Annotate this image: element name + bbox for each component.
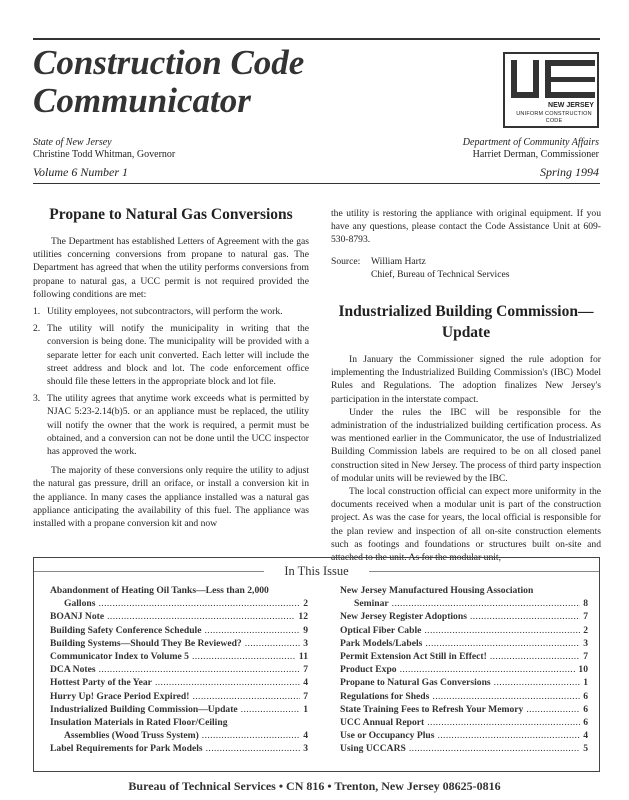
toc-entry-title: Propane to Natural Gas Conversions <box>340 677 491 689</box>
source-label: Source: <box>331 255 361 267</box>
toc-entry-title: Industrialized Building Commission—Update <box>50 703 238 715</box>
ibc-paragraph-3: The local construction official can expect more uniformity in the documents received when a modular unit is part of the construction project. As was the case for years, the local official is responsible for the plan review and inspection of all on-site construction elements such as footings and foundations or structures built on-site and attached to the unit. As for the modular unit, <box>331 486 601 564</box>
issue-season: Spring 1994 <box>539 165 599 179</box>
toc-entry-title: Hurry Up! Grace Period Expired! <box>50 690 190 702</box>
toc-entry[interactable] <box>50 663 308 676</box>
toc-dot-leader <box>437 729 580 742</box>
in-this-issue-title: In This Issue <box>284 564 349 578</box>
toc-entry-page: 6 <box>583 690 588 702</box>
propane-continued: the utility is restoring the appliance with original equipment. If you have any questions, please contact the Code Assistance Unit at 609-530-8793. <box>331 208 601 246</box>
toc-entry[interactable] <box>340 742 588 755</box>
toc-entry-page: 11 <box>298 651 308 663</box>
toc-entry[interactable] <box>50 597 308 610</box>
toc-dot-leader <box>470 610 580 623</box>
left-column <box>33 205 309 530</box>
toc-entry[interactable] <box>340 610 588 623</box>
title-line-1: Construction Code <box>33 43 305 82</box>
toc-dot-leader <box>490 650 580 663</box>
toc-dot-leader <box>202 729 300 742</box>
toc-entry-title: Product Expo <box>340 664 397 676</box>
conditions-list <box>33 305 309 458</box>
toc-entry-page: 8 <box>583 598 588 610</box>
toc-dot-leader <box>99 663 301 676</box>
toc-dot-leader <box>427 716 580 729</box>
toc-dot-leader <box>192 690 300 703</box>
condition-item: 2. The utility will notify the municipality in writing that the conversion is being done. The municipality will be provided with a separate letter for each unit converted. Each letter will include the street address and block and lot. The code enforcement office should file these letters in the appropriate block and lot file. <box>33 323 309 388</box>
toc-entry[interactable] <box>50 742 308 755</box>
toc-entry-title: Optical Fiber Cable <box>340 624 422 636</box>
toc-entry-page: 4 <box>303 730 308 742</box>
toc-entry[interactable] <box>340 729 588 742</box>
toc-entry-title: New Jersey Manufactured Housing Association <box>340 585 534 596</box>
toc-entry[interactable] <box>50 584 308 597</box>
department-label: Department of Community Affairs <box>462 137 599 148</box>
toc-entry-page: 9 <box>303 624 308 636</box>
toc-entry-title: Regulations for Sheds <box>340 690 430 702</box>
toc-entry-title: Park Models/Labels <box>340 637 423 649</box>
toc-entry-title: Label Requirements for Park Models <box>50 743 203 755</box>
toc-entry[interactable] <box>50 729 308 742</box>
toc-entry[interactable] <box>50 716 308 729</box>
toc-entry[interactable] <box>340 650 588 663</box>
toc-dot-leader <box>204 624 300 637</box>
logo-ucc-label: UNIFORM CONSTRUCTION CODE <box>516 111 592 124</box>
toc-dot-leader <box>400 663 576 676</box>
title-line-2: Communicator <box>33 81 251 120</box>
toc-entry-title: Abandonment of Heating Oil Tanks—Less than 2,000 <box>50 585 269 596</box>
toc-entry-page: 2 <box>303 598 308 610</box>
volume-number: Volume 6 Number 1 <box>33 165 128 179</box>
toc-entry[interactable] <box>340 690 588 703</box>
right-column <box>331 207 601 564</box>
toc-entry-title: New Jersey Register Adoptions <box>340 611 467 623</box>
toc-entry-title: Building Systems—Should They Be Reviewed? <box>50 637 242 649</box>
newsletter-title <box>33 44 433 120</box>
toc-left-list <box>50 584 308 756</box>
toc-entry-title: Using UCCARS <box>340 743 406 755</box>
toc-entry-title: Hottest Party of the Year <box>50 677 152 689</box>
toc-entry-page: 1 <box>583 677 588 689</box>
toc-entry-page: 7 <box>583 651 588 663</box>
toc-entry-page: 4 <box>583 730 588 742</box>
toc-entry-page: 6 <box>583 703 588 715</box>
toc-entry[interactable] <box>340 624 588 637</box>
toc-dot-leader <box>392 597 581 610</box>
toc-entry-page: 2 <box>583 624 588 636</box>
state-label: State of New Jersey <box>33 137 112 148</box>
article-heading-propane: Propane to Natural Gas Conversions <box>49 206 293 223</box>
toc-entry-title: DCA Notes <box>50 664 96 676</box>
toc-entry-title: Assemblies (Wood Truss System) <box>64 730 199 742</box>
toc-entry-page: 3 <box>583 637 588 649</box>
toc-right-list <box>340 584 588 756</box>
toc-entry-title: UCC Annual Report <box>340 717 425 729</box>
toc-entry[interactable] <box>50 624 308 637</box>
toc-entry-title: Building Safety Conference Schedule <box>50 624 202 636</box>
toc-dot-leader <box>409 742 580 755</box>
toc-entry-page: 10 <box>578 664 588 676</box>
toc-entry-page: 3 <box>303 743 308 755</box>
toc-entry[interactable] <box>340 584 588 597</box>
toc-entry-title: Permit Extension Act Still in Effect! <box>340 651 487 663</box>
toc-entry-page: 7 <box>303 690 308 702</box>
source-name: William Hartz <box>371 255 426 267</box>
toc-dot-leader <box>425 637 580 650</box>
masthead-rule <box>33 183 600 184</box>
toc-entry[interactable] <box>50 637 308 650</box>
toc-entry[interactable] <box>340 637 588 650</box>
toc-entry[interactable] <box>50 690 308 703</box>
toc-entry[interactable] <box>340 676 588 689</box>
toc-entry-page: 3 <box>303 637 308 649</box>
toc-entry-title: Use or Occupancy Plus <box>340 730 435 742</box>
toc-dot-leader <box>424 624 580 637</box>
propane-paragraph-2: The majority of these conversions only require the utility to adjust the natural gas pressure, drill an oriface, or install a conversion kit in the appliance. In many cases the appliance installed was a natural gas appliance anticipating the availability of this fuel. The appliance was installed with a propane conversion kit and now <box>33 465 309 530</box>
toc-entry[interactable] <box>340 716 588 729</box>
ibc-paragraph-2: Under the rules the IBC will be responsible for the administration of the industrialized building certification process. As was mentioned earlier in the Communicator, the use of Industrialized Building Commission labels are required to be on all closed panel construction sited in New Jersey. The process of third party inspection of modular units will be reviewed by the IBC. <box>331 406 601 484</box>
source-title: Chief, Bureau of Technical Services <box>371 268 510 280</box>
toc-entry[interactable] <box>340 597 588 610</box>
toc-dot-leader <box>432 690 580 703</box>
toc-entry-title: State Training Fees to Refresh Your Memory <box>340 703 524 715</box>
toc-entry[interactable] <box>50 610 308 623</box>
toc-entry-page: 1 <box>303 703 308 715</box>
toc-entry-page: 4 <box>303 677 308 689</box>
toc-dot-leader <box>107 610 295 623</box>
toc-entry-page: 12 <box>298 611 308 623</box>
condition-item: 3. The utility agrees that anytime work exceeds what is permitted by NJAC 5:23-2.14(b)5. or an appliance must be replaced, the utility will notify the owner that the work is required, a permit must be obtained, and a conversion can not be done until the UCC inspector has approved the work. <box>33 393 309 458</box>
top-rule <box>33 38 600 40</box>
toc-entry-title: Gallons <box>64 598 96 610</box>
toc-dot-leader <box>155 676 300 689</box>
condition-item: 1. Utility employees, not subcontractors, will perform the work. <box>33 306 283 318</box>
propane-intro: The Department has established Letters of Agreement with the gas utilities concerning conversions from propane to natural gas. The Department has agreed that when the utility performs conversions from propane to natural gas, a UCC permit is not required provided the following conditions are met: <box>33 236 309 300</box>
toc-dot-leader <box>526 703 580 716</box>
toc-entry-title: BOANJ Note <box>50 611 105 623</box>
toc-entry[interactable] <box>340 663 588 676</box>
logo-state-label: NEW JERSEY <box>548 102 594 109</box>
in-this-issue-box <box>33 557 600 772</box>
toc-entry[interactable] <box>50 703 308 716</box>
article-heading-ibc: Industrialized Building Commission— Update <box>338 303 594 342</box>
footer-address: Bureau of Technical Services • CN 816 • Trenton, New Jersey 08625-0816 <box>128 779 501 793</box>
toc-dot-leader <box>192 650 296 663</box>
toc-entry-page: 6 <box>583 717 588 729</box>
toc-dot-leader <box>245 637 300 650</box>
toc-entry-title: Insulation Materials in Rated Floor/Ceiling <box>50 717 228 729</box>
source-block <box>331 255 601 281</box>
ibc-paragraph-1: In January the Commissioner signed the rule adoption for implementing the Industrialized Building Commission's (IBC) Model Rules and Regulations. The adoption finalizes New Jersey's participation in the interstate compact. <box>331 354 601 405</box>
commissioner-label: Harriet Derman, Commissioner <box>472 149 599 160</box>
toc-entry-page: 7 <box>583 611 588 623</box>
toc-entry[interactable] <box>50 676 308 689</box>
ucc-logo <box>503 52 599 128</box>
toc-dot-leader <box>241 703 301 716</box>
toc-entry[interactable] <box>50 650 308 663</box>
toc-entry-title: Seminar <box>354 598 389 610</box>
toc-dot-leader <box>494 676 581 689</box>
toc-entry-title: Communicator Index to Volume 5 <box>50 651 189 663</box>
toc-entry-page: 7 <box>303 664 308 676</box>
governor-label: Christine Todd Whitman, Governor <box>33 149 176 160</box>
toc-dot-leader <box>206 742 301 755</box>
toc-entry[interactable] <box>340 703 588 716</box>
toc-entry-page: 5 <box>583 743 588 755</box>
toc-dot-leader <box>98 597 300 610</box>
